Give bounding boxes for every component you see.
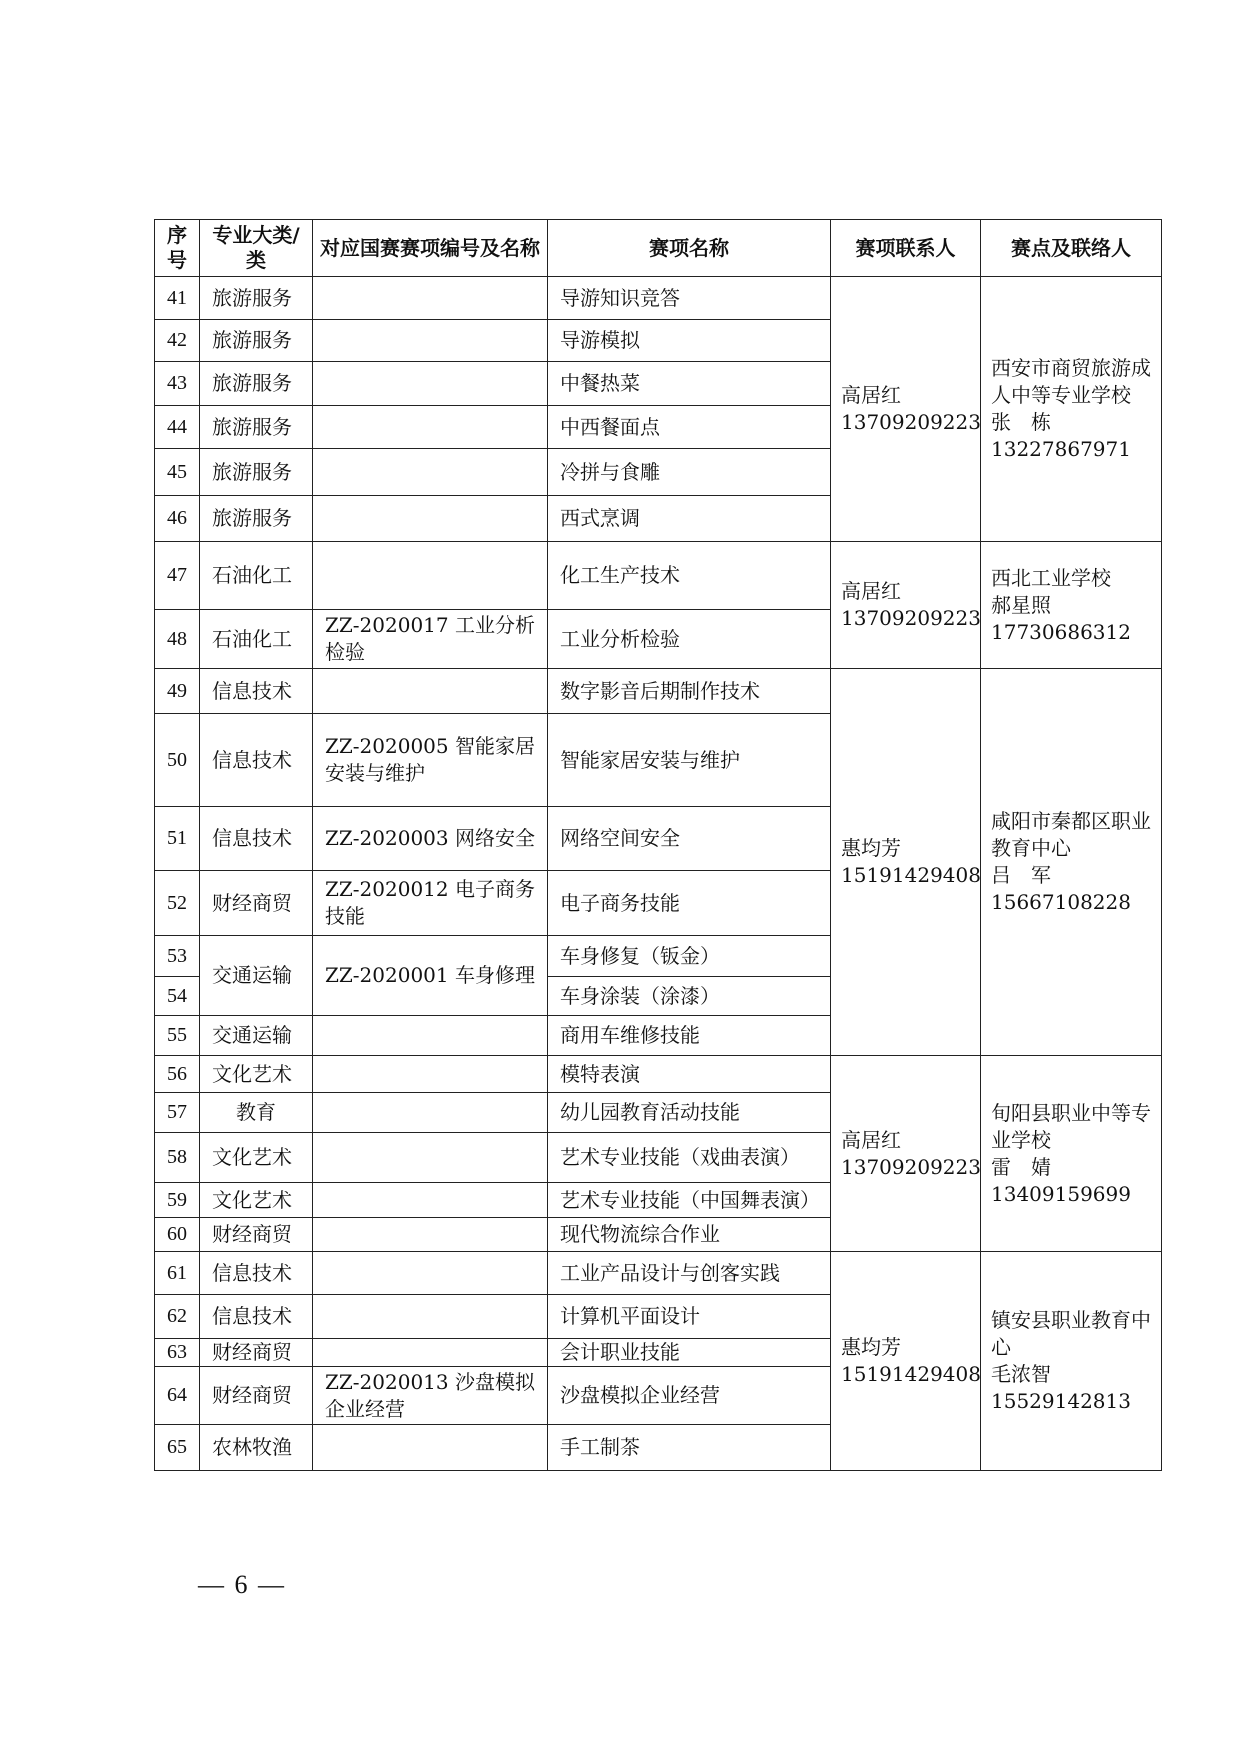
row-national: [313, 1295, 548, 1339]
row-category: 旅游服务: [200, 320, 313, 362]
row-national: ZZ-2020017 工业分析检验: [313, 610, 548, 669]
row-event: 工业产品设计与创客实践: [548, 1252, 831, 1295]
row-national: [313, 1218, 548, 1252]
row-no: 41: [155, 277, 200, 320]
row-national: [313, 1339, 548, 1367]
header-category: 专业大类/类: [200, 220, 313, 277]
row-national: [313, 362, 548, 406]
header-national: 对应国赛赛项编号及名称: [313, 220, 548, 277]
row-category: 交通运输: [200, 936, 313, 1016]
contact-cell: [831, 277, 981, 542]
venue-name: 西安市商贸旅游成人中等专业学校: [991, 356, 1151, 407]
row-no: 49: [155, 669, 200, 714]
row-no: 57: [155, 1093, 200, 1133]
row-no: 64: [155, 1367, 200, 1425]
row-national: [313, 1133, 548, 1183]
row-category: 石油化工: [200, 542, 313, 610]
row-national: [313, 496, 548, 542]
row-no: 51: [155, 807, 200, 871]
row-event: 车身修复（钣金）: [548, 936, 831, 977]
row-national: [313, 406, 548, 449]
row-category: 交通运输: [200, 1016, 313, 1056]
competition-table: [154, 219, 1162, 1471]
liaison-name: 张 栋: [991, 410, 1051, 434]
liaison-name: 毛浓智: [991, 1362, 1051, 1386]
contact-phone: 15191429408: [841, 1362, 981, 1386]
row-no: 47: [155, 542, 200, 610]
row-category: 旅游服务: [200, 362, 313, 406]
row-event: 工业分析检验: [548, 610, 831, 669]
row-national: [313, 1056, 548, 1093]
row-national: [313, 277, 548, 320]
row-event: 导游知识竞答: [548, 277, 831, 320]
table-row: [155, 277, 1162, 320]
row-category: 信息技术: [200, 1252, 313, 1295]
row-event: 西式烹调: [548, 496, 831, 542]
venue-cell: [981, 1056, 1162, 1252]
row-category: 文化艺术: [200, 1056, 313, 1093]
row-event: 艺术专业技能（中国舞表演）: [548, 1183, 831, 1218]
contact-name: 高居红: [841, 383, 901, 407]
contact-cell: [831, 1252, 981, 1471]
row-category: 财经商贸: [200, 1218, 313, 1252]
row-national: ZZ-2020013 沙盘模拟企业经营: [313, 1367, 548, 1425]
header-no: 序号: [155, 220, 200, 277]
row-national: [313, 1016, 548, 1056]
row-event: 电子商务技能: [548, 871, 831, 936]
row-event: 网络空间安全: [548, 807, 831, 871]
row-no: 48: [155, 610, 200, 669]
row-event: 幼儿园教育活动技能: [548, 1093, 831, 1133]
header-contact: 赛项联系人: [831, 220, 981, 277]
row-category: 信息技术: [200, 807, 313, 871]
row-category: 农林牧渔: [200, 1425, 313, 1471]
row-event: 冷拼与食雕: [548, 449, 831, 496]
venue-name: 咸阳市秦都区职业教育中心: [991, 809, 1151, 860]
row-national: [313, 320, 548, 362]
venue-name: 西北工业学校: [991, 565, 1111, 590]
contact-name: 高居红: [841, 579, 901, 603]
row-national: [313, 1425, 548, 1471]
contact-name: 惠均芳: [841, 836, 901, 860]
row-no: 63: [155, 1339, 200, 1367]
contact-phone: 15191429408: [841, 863, 981, 887]
row-event: 商用车维修技能: [548, 1016, 831, 1056]
row-no: 62: [155, 1295, 200, 1339]
row-national: [313, 449, 548, 496]
venue-name: 镇安县职业教育中心: [991, 1308, 1151, 1359]
row-event: 现代物流综合作业: [548, 1218, 831, 1252]
row-event: 车身涂装（涂漆）: [548, 977, 831, 1016]
header-event: 赛项名称: [548, 220, 831, 277]
table-row: [155, 1252, 1162, 1295]
row-no: 44: [155, 406, 200, 449]
row-event: 智能家居安装与维护: [548, 714, 831, 807]
liaison-name: 吕 军: [991, 863, 1051, 887]
row-category: 石油化工: [200, 610, 313, 669]
row-event: 数字影音后期制作技术: [548, 669, 831, 714]
row-no: 45: [155, 449, 200, 496]
row-category: 财经商贸: [200, 1367, 313, 1425]
row-national: ZZ-2020001 车身修理: [313, 936, 548, 1016]
contact-cell: [831, 669, 981, 1056]
row-event: 化工生产技术: [548, 542, 831, 610]
row-no: 58: [155, 1133, 200, 1183]
row-category: 信息技术: [200, 714, 313, 807]
liaison-phone: 15667108228: [991, 890, 1131, 914]
row-event: 艺术专业技能（戏曲表演）: [548, 1133, 831, 1183]
row-no: 43: [155, 362, 200, 406]
row-no: 61: [155, 1252, 200, 1295]
liaison-name: 雷 婧: [991, 1154, 1051, 1179]
row-category: 旅游服务: [200, 406, 313, 449]
table-row: [155, 1056, 1162, 1093]
contact-phone: 13709209223: [841, 606, 981, 630]
row-event: 中西餐面点: [548, 406, 831, 449]
row-category: 财经商贸: [200, 1339, 313, 1367]
row-category: 旅游服务: [200, 449, 313, 496]
row-national: [313, 1252, 548, 1295]
venue-cell: [981, 542, 1162, 669]
table-row: [155, 542, 1162, 610]
header-row: [155, 220, 1162, 277]
liaison-phone: 15529142813: [991, 1389, 1131, 1413]
row-national: [313, 1183, 548, 1218]
row-event: 会计职业技能: [548, 1339, 831, 1367]
row-category: 教育: [200, 1093, 313, 1133]
venue-cell: [981, 1252, 1162, 1471]
row-no: 60: [155, 1218, 200, 1252]
liaison-phone: 17730686312: [991, 619, 1131, 644]
row-event: 模特表演: [548, 1056, 831, 1093]
row-no: 42: [155, 320, 200, 362]
row-event: 导游模拟: [548, 320, 831, 362]
row-no: 65: [155, 1425, 200, 1471]
row-no: 52: [155, 871, 200, 936]
venue-cell: [981, 277, 1162, 542]
row-category: 旅游服务: [200, 277, 313, 320]
row-national: ZZ-2020005 智能家居安装与维护: [313, 714, 548, 807]
header-venue: 赛点及联络人: [981, 220, 1162, 277]
row-no: 46: [155, 496, 200, 542]
row-category: 文化艺术: [200, 1133, 313, 1183]
row-no: 56: [155, 1056, 200, 1093]
table-row: [155, 669, 1162, 714]
contact-name: 高居红: [841, 1127, 901, 1152]
row-no: 59: [155, 1183, 200, 1218]
contact-phone: 13709209223: [841, 1154, 981, 1179]
row-national: ZZ-2020012 电子商务技能: [313, 871, 548, 936]
row-event: 沙盘模拟企业经营: [548, 1367, 831, 1425]
venue-name: 旬阳县职业中等专业学校: [991, 1100, 1151, 1152]
contact-phone: 13709209223: [841, 410, 981, 434]
contact-name: 惠均芳: [841, 1335, 901, 1359]
contact-cell: [831, 542, 981, 669]
row-event: 计算机平面设计: [548, 1295, 831, 1339]
row-event: 中餐热菜: [548, 362, 831, 406]
row-category: 文化艺术: [200, 1183, 313, 1218]
row-national: ZZ-2020003 网络安全: [313, 807, 548, 871]
page-number: — 6 —: [198, 1570, 286, 1599]
row-national: [313, 1093, 548, 1133]
row-event: 手工制茶: [548, 1425, 831, 1471]
row-no: 50: [155, 714, 200, 807]
liaison-phone: 13409159699: [991, 1181, 1131, 1206]
row-national: [313, 669, 548, 714]
row-category: 信息技术: [200, 1295, 313, 1339]
row-national: [313, 542, 548, 610]
row-no: 53: [155, 936, 200, 977]
row-category: 旅游服务: [200, 496, 313, 542]
liaison-phone: 13227867971: [991, 437, 1131, 461]
contact-cell: [831, 1056, 981, 1252]
row-category: 信息技术: [200, 669, 313, 714]
liaison-name: 郝星照: [991, 592, 1051, 617]
venue-cell: [981, 669, 1162, 1056]
row-no: 55: [155, 1016, 200, 1056]
row-no: 54: [155, 977, 200, 1016]
row-category: 财经商贸: [200, 871, 313, 936]
